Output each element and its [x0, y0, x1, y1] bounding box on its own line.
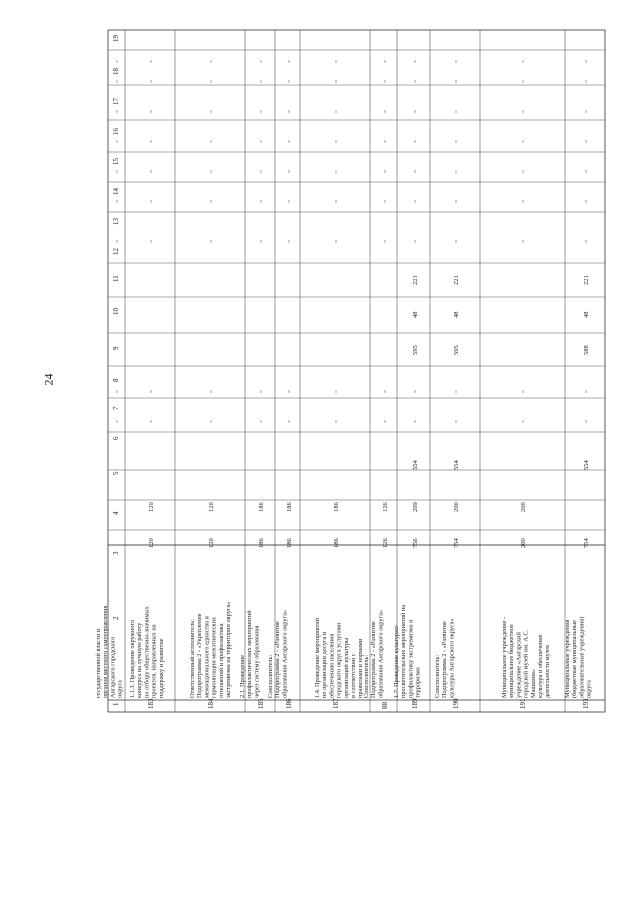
row-label-line: поддержку и развитие	[157, 638, 165, 698]
row-label-line: 1.4. Проведение мероприятий	[314, 618, 321, 698]
cell-value: 48	[412, 311, 419, 318]
row-label-line: образования Ангарского округа»	[281, 609, 289, 698]
cell-value: 221	[412, 275, 419, 285]
header-number: 7	[112, 406, 120, 410]
row-label-line: образовательные учреждения)	[578, 616, 586, 698]
row-label-line: Муниципальные учреждения	[564, 619, 571, 698]
row-number: 189	[411, 698, 419, 709]
row-number: 88	[381, 702, 389, 709]
page-number: 24	[41, 373, 56, 386]
cell-value: 754	[453, 538, 460, 548]
row-label-line: учреждение «Ангарский	[515, 632, 523, 698]
row-label-line: гармонизации межэтнических	[210, 616, 218, 698]
cell-value: 221	[453, 275, 460, 285]
cell-value: 186	[333, 538, 340, 548]
row-label-line: Подпрограмма 2 - «Развитие	[441, 621, 449, 698]
header-number: 8	[112, 378, 120, 382]
row-label-line: экстремизма на территории округа»	[225, 601, 232, 698]
cell-value: 200	[453, 502, 460, 512]
header-number: 19	[112, 35, 120, 42]
row-label-line: в соответствии с	[350, 653, 357, 698]
row-number: 190	[452, 698, 460, 709]
cell-value: 120	[148, 538, 155, 548]
header-number: 1	[112, 702, 120, 706]
row-label-line: городского округа услугами	[335, 622, 343, 698]
row-number: 186	[285, 698, 293, 709]
header-number: 13	[112, 218, 120, 225]
header-number: 17	[112, 98, 120, 105]
cell-value: 186	[333, 502, 340, 512]
header-number: 15	[112, 158, 120, 165]
cell-value: 120	[148, 502, 155, 512]
header-number: 14	[112, 188, 120, 195]
row-label-line: Подпрограмма 2 - «Развитие	[370, 621, 378, 698]
row-label-line: государственной власти и	[95, 628, 102, 698]
row-label-line: отношений и профилактика	[217, 623, 225, 698]
header-number: 9	[112, 346, 120, 350]
cell-value: 186	[258, 502, 265, 512]
row-label-line: по организации досуга и	[321, 631, 329, 698]
row-label-line: профилактических мероприятий	[246, 610, 254, 698]
row-label-line: муниципальное бюджетное	[508, 624, 516, 698]
row-number: 193	[582, 698, 590, 709]
cell-value: 186	[286, 538, 293, 548]
cell-value: 48	[583, 311, 590, 318]
header-number: 11	[112, 275, 120, 282]
row-label-line: 2.1. Проведение	[239, 654, 246, 698]
row-label-line: терроризма	[414, 667, 422, 698]
table-border	[108, 30, 605, 712]
row-label-line: через систему образования	[253, 625, 261, 698]
cell-value: 588	[583, 345, 590, 355]
row-label-line: образования Ангарского округа»	[377, 609, 385, 698]
row-label-line: Муниципальное учреждение -	[501, 616, 508, 698]
row-label-line: округа	[585, 680, 593, 698]
cell-value: 221	[583, 275, 590, 285]
row-label-line: проектов, направленных на	[150, 624, 158, 698]
row-label-line: Подпрограмма 2 - «Укрепление	[196, 613, 204, 698]
header-number: 3	[112, 551, 120, 555]
row-label-line: конкурса на лучшую работу	[136, 622, 144, 698]
row-label-line: Ответственный исполнитель:	[189, 619, 196, 698]
row-label-line: Соисполнитель:	[267, 654, 274, 698]
row-number: 184	[207, 698, 215, 709]
header-number: 4	[112, 511, 120, 515]
row-label-line: органов местного самоуправления	[102, 605, 110, 698]
row-label-line: городской музей им. А.С.	[522, 629, 530, 698]
row-label-line: профилактику экстремизма и	[407, 619, 415, 698]
header-number: 12	[112, 248, 120, 255]
row-label-line: округа	[116, 680, 124, 698]
row-label-line: организаций культуры	[342, 637, 350, 698]
header-number: 2	[112, 616, 120, 620]
cell-value: 120	[208, 502, 215, 512]
row-label-line: Машкина»	[529, 669, 537, 698]
cell-value: 186	[286, 502, 293, 512]
row-label-line: правилами и нормами	[357, 638, 365, 698]
row-label-line: 1.7. Проведение культурно-	[393, 624, 400, 698]
row-label-line: Соисполнитель:	[434, 654, 441, 698]
cell-value: 186	[258, 538, 265, 548]
cell-value: 595	[412, 345, 419, 355]
header-number: 6	[112, 436, 120, 440]
cell-value: 120	[208, 538, 215, 548]
cell-value: 126	[382, 502, 389, 512]
header-number: 10	[112, 308, 120, 315]
table-grid	[108, 30, 605, 712]
row-label-line: Ангарского городского	[109, 636, 117, 698]
row-label-line: межнационального единства и	[203, 616, 211, 698]
row-label-line: деятельности музея	[544, 645, 552, 698]
cell-value: 209	[412, 502, 419, 512]
row-number: 183	[147, 698, 155, 709]
row-label-line: (бюджетные муниципальные	[571, 620, 579, 698]
header-number: 18	[112, 68, 120, 75]
row-number: 191	[519, 698, 527, 709]
cell-value: 48	[453, 311, 460, 318]
row-label-line: культура и обеспечение	[537, 634, 544, 698]
header-number: 5	[112, 471, 120, 475]
row-label-line: по отбору общественно-значимых	[143, 606, 151, 698]
cell-value: 595	[453, 345, 460, 355]
cell-value: 554	[583, 460, 590, 470]
cell-value: 554	[453, 460, 460, 470]
row-label-line: Соисполнитель:	[363, 654, 370, 698]
row-label-line: Подпрограмма 2 - «Развитие	[274, 621, 282, 698]
row-label-line: обеспечению населения	[328, 633, 336, 698]
row-label-line: культуры Ангарского округа»	[448, 618, 456, 698]
cell-value: 756	[412, 538, 419, 548]
cell-value: 200	[520, 502, 527, 512]
row-label-line: 1.1.3. Проведение окружного	[129, 619, 136, 698]
cell-value: 126	[382, 538, 389, 548]
cell-value: 754	[583, 538, 590, 548]
header-number: 16	[112, 128, 120, 135]
cell-value: 200	[520, 538, 527, 548]
row-label-line: просветительских мероприятий на	[400, 604, 408, 698]
row-number: 185	[257, 698, 265, 709]
cell-value: 554	[412, 460, 419, 470]
row-number: 187	[332, 698, 340, 709]
